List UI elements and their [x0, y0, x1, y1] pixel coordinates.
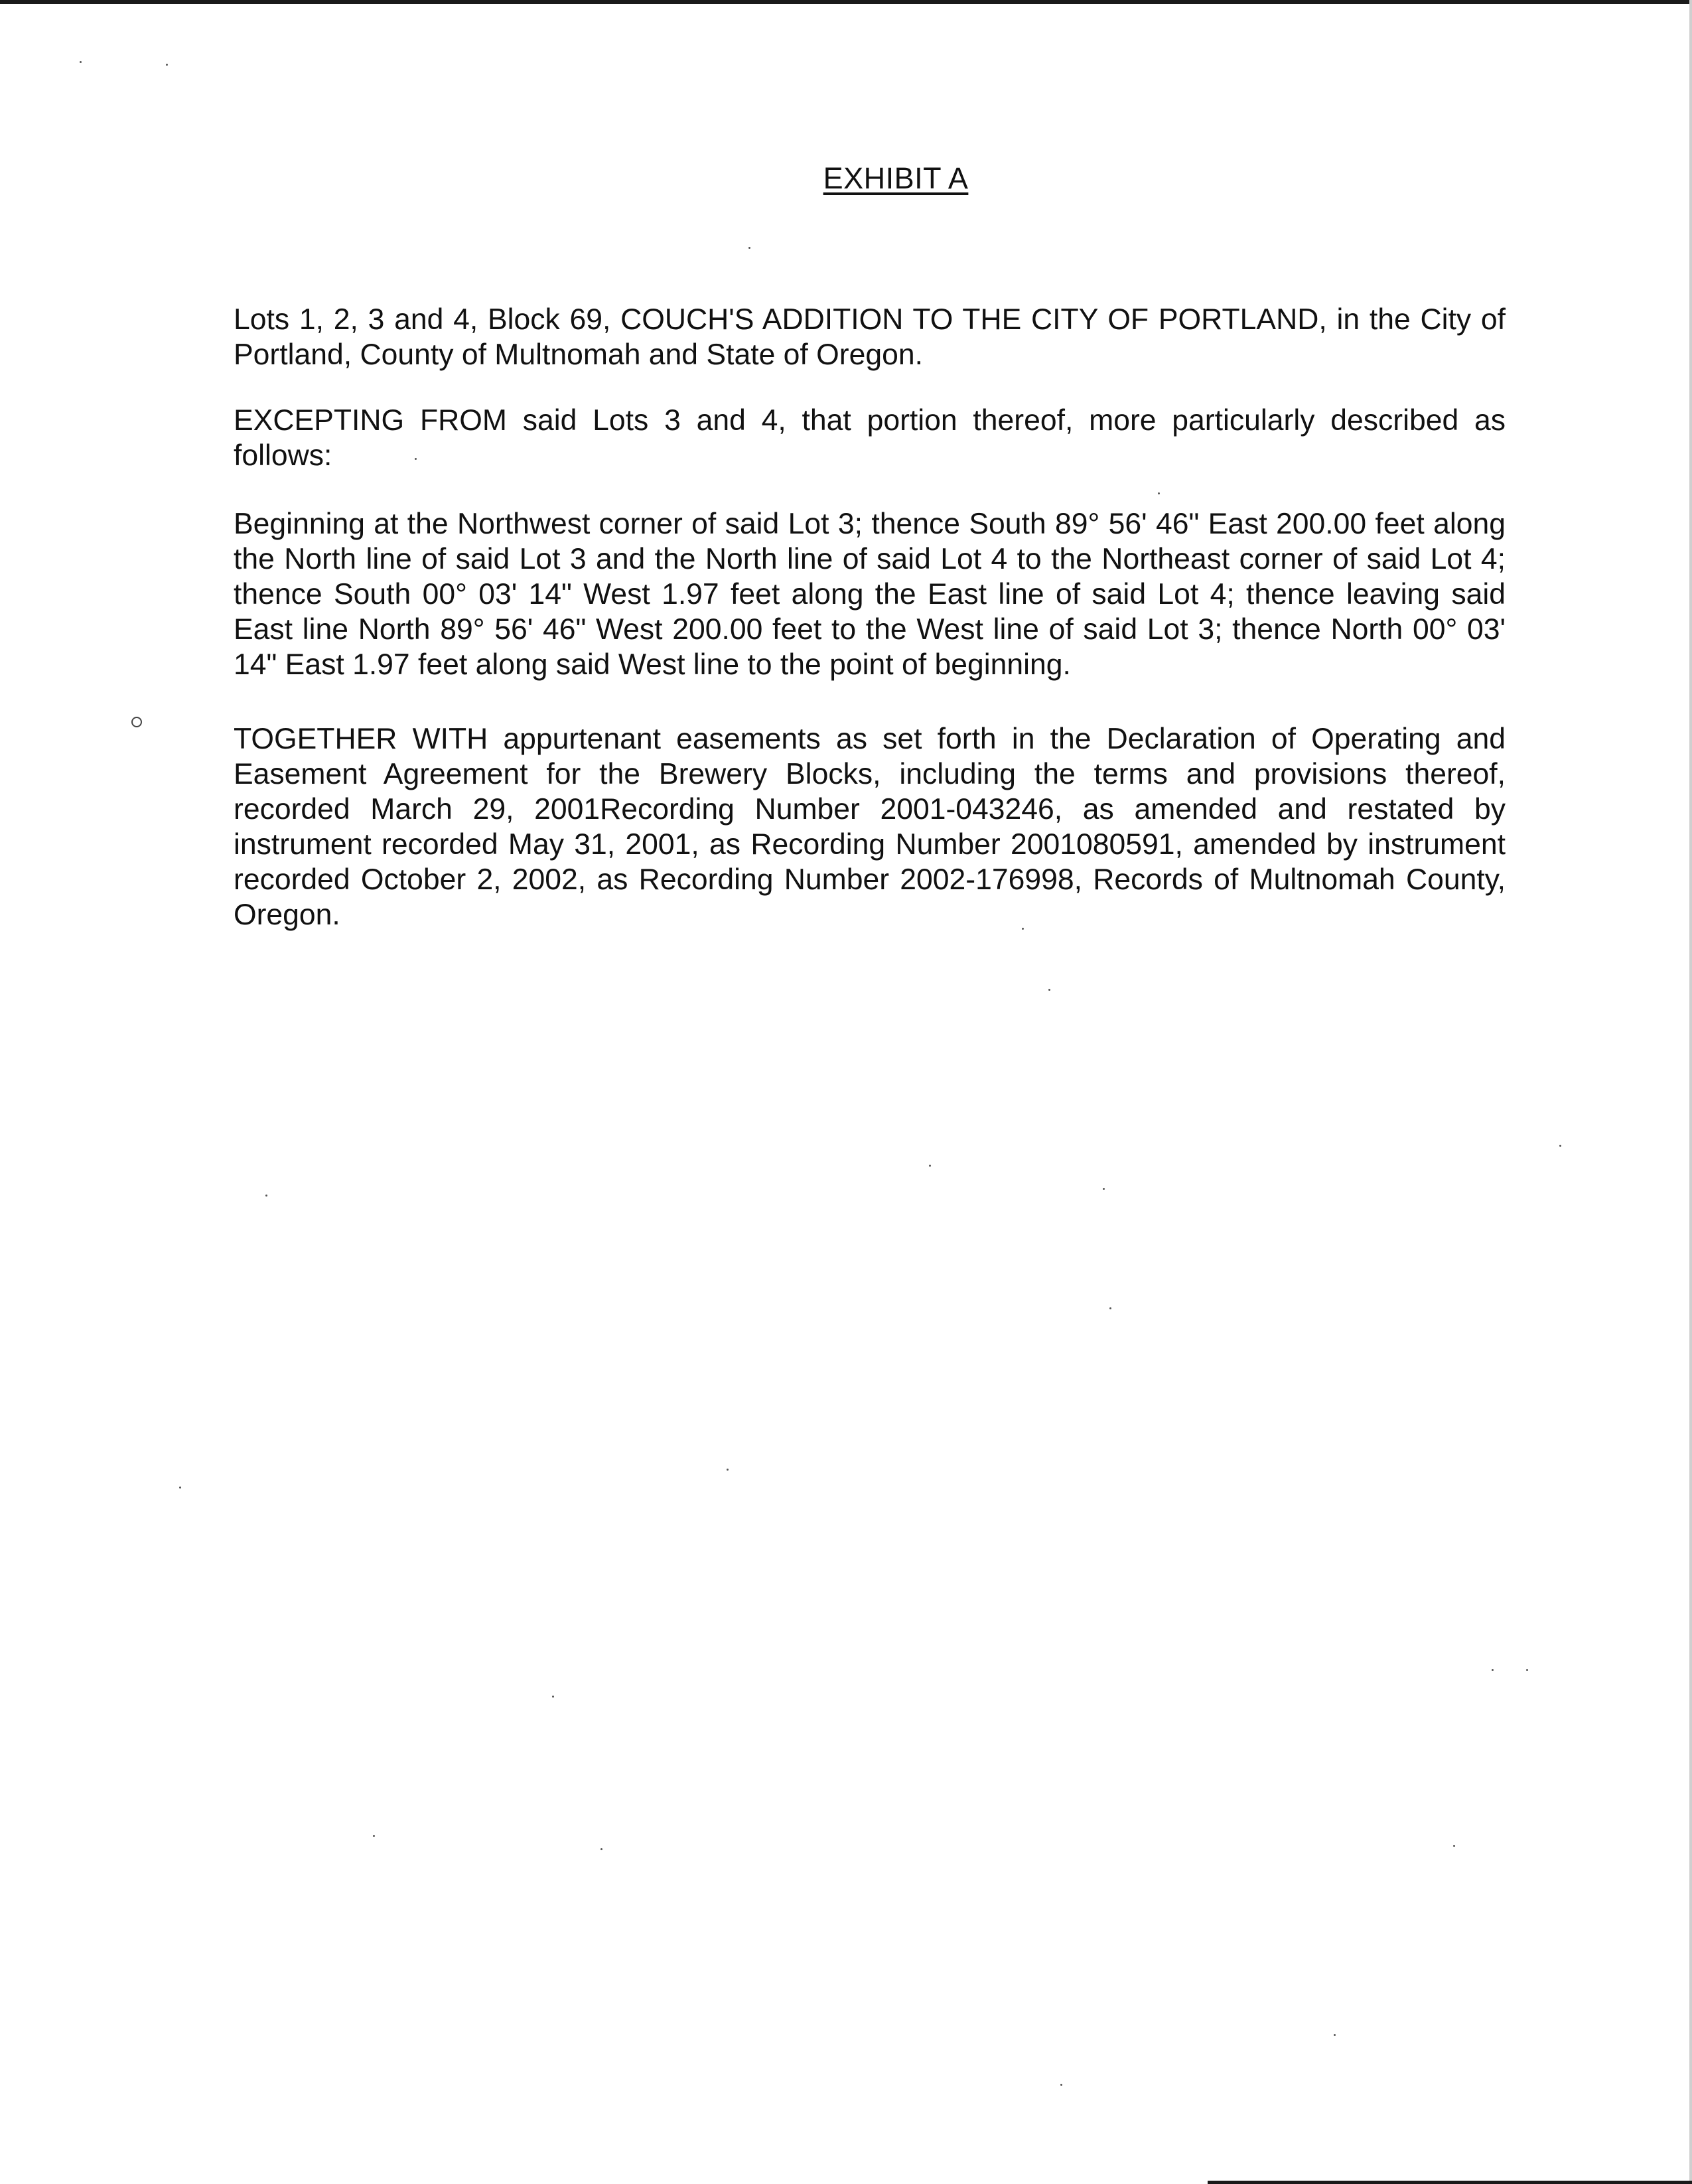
scan-speck	[1334, 2034, 1336, 2036]
scan-speck	[929, 1165, 931, 1167]
scan-artifact-ring	[131, 717, 142, 727]
paragraph-beginning: Beginning at the Northwest corner of said Lot 3; thence South 89° 56' 46" East 200.00 feet along the North line of said Lot 3 and the North line of said Lot 4 to the Northeast corner of said Lot 4; thence South 00° 03' 14" West 1.97 feet along the East line of said Lot 4; thence leaving said East line North 89° 56' 46" West 200.00 feet to the West line of said Lot 3; thence North 00° 03' 14" East 1.97 feet along said West line to the point of beginning.	[234, 508, 1506, 681]
scan-speck	[1060, 2084, 1062, 2086]
scan-speck	[727, 1469, 729, 1471]
scan-speck	[265, 1195, 267, 1197]
scan-speck	[1492, 1669, 1494, 1671]
scan-speck	[552, 1696, 554, 1698]
scan-speck	[1022, 928, 1024, 930]
scan-speck	[1453, 1845, 1455, 1847]
paragraph-excepting: EXCEPTING FROM said Lots 3 and 4, that portion thereof, more particularly described as follows:	[234, 404, 1506, 472]
exhibit-title: EXHIBIT A	[823, 161, 969, 195]
scan-speck	[1109, 1307, 1111, 1309]
scan-speck	[1103, 1188, 1105, 1190]
paragraph-lots: Lots 1, 2, 3 and 4, Block 69, COUCH'S ADDITION TO THE CITY OF PORTLAND, in the City of Portland, County of Multnomah and State of Oregon.	[234, 303, 1506, 371]
scan-speck	[1158, 492, 1160, 494]
scan-speck	[415, 458, 417, 460]
scan-border-top	[0, 0, 1692, 4]
scan-speck	[166, 64, 168, 66]
paragraph-together-with: TOGETHER WITH appurtenant easements as set forth in the Declaration of Operating and Easement Agreement for the Brewery Blocks, including the terms and provisions thereof, recorded March 29, 2001Recording Number 2001-043246, as amended and restated by instrument recorded May 31, 2001, as Recording Number 2001080591, amended by instrument recorded October 2, 2002, as Recording Number 2002-176998, Records of Multnomah County, Oregon.	[234, 723, 1506, 931]
scan-speck	[748, 247, 750, 249]
scan-speck	[600, 1848, 602, 1850]
scan-speck	[179, 1487, 181, 1489]
scan-speck	[373, 1835, 375, 1837]
scan-border-bottom	[1208, 2181, 1692, 2184]
scan-border-right	[1689, 0, 1692, 2184]
scan-speck	[1559, 1145, 1561, 1147]
scan-speck	[80, 61, 82, 63]
scan-speck	[1048, 989, 1050, 991]
scan-speck	[1526, 1669, 1528, 1671]
